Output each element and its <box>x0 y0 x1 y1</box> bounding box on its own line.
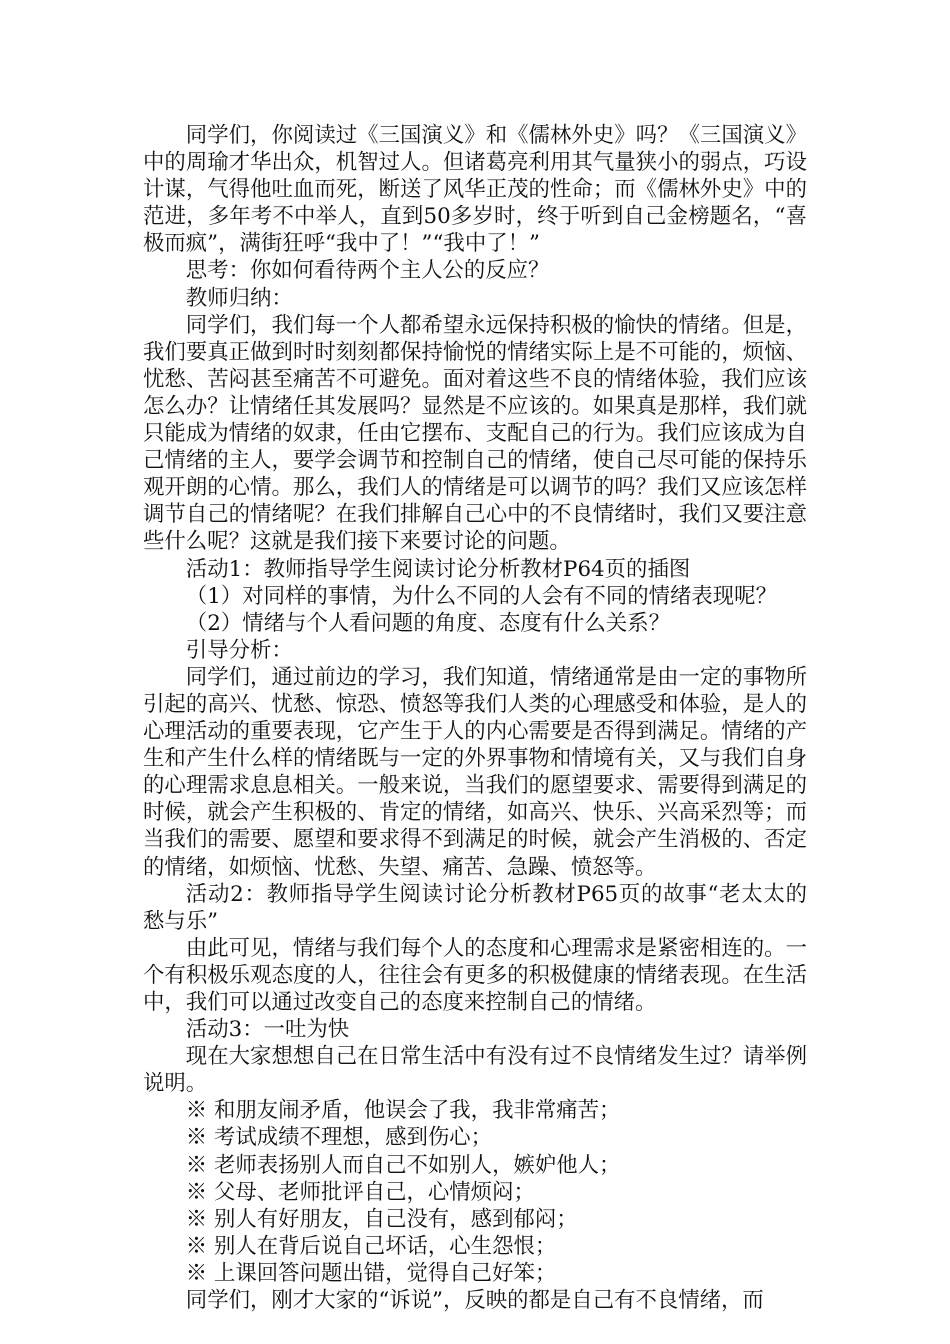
list-item: ※ 别人有好朋友，自己没有，感到郁闷； <box>185 1206 578 1232</box>
paragraph-prompt: 现在大家想想自己在日常生活中有没有过不良情绪发生过？请举例说明。 <box>143 1044 807 1097</box>
paragraph-think: 思考：你如何看待两个主人公的反应？ <box>185 258 550 284</box>
paragraph-teacher-summary-label: 教师归纳： <box>185 285 293 311</box>
list-item: ※ 父母、老师批评自己，心情烦闷； <box>185 1179 535 1205</box>
list-item: ※ 和朋友闹矛盾，他误会了我，我非常痛苦； <box>185 1098 621 1124</box>
paragraph-activity-2: 活动2：教师指导学生阅读讨论分析教材P65页的故事“老太太的愁与乐” <box>143 881 807 934</box>
paragraph-activity-3: 活动3：一吐为快 <box>185 1017 350 1043</box>
paragraph-intro: 同学们，你阅读过《三国演义》和《儒林外史》吗？《三国演义》中的周瑜才华出众，机智过人。但诸葛亮利用其气量狭小的弱点，巧设计谋，气得他吐血而死，断送了风华正茂的性命；而《儒林外史》中的范进，多年考不中举人，直到50多岁时，终于听到自己金榜题名，“喜极而疯”，满街狂呼“我中了！”“我中了！” <box>143 123 807 257</box>
list-item: ※ 考试成绩不理想，感到伤心； <box>185 1125 493 1151</box>
list-item: ※ 别人在背后说自己坏话，心生怨恨； <box>185 1233 557 1259</box>
paragraph-activity-1: 活动1：教师指导学生阅读讨论分析教材P64页的插图 <box>185 556 691 582</box>
paragraph-closing: 同学们，刚才大家的“诉说”，反映的都是自己有不良情绪，而 <box>185 1288 764 1314</box>
paragraph-question-2: （2）情绪与个人看问题的角度、态度有什么关系？ <box>185 610 671 636</box>
list-item: ※ 老师表扬别人而自己不如别人，嫉妒他人； <box>185 1152 621 1178</box>
paragraph-question-1: （1）对同样的事情，为什么不同的人会有不同的情绪表现呢？ <box>185 583 777 609</box>
paragraph-guide-label: 引导分析： <box>185 637 293 663</box>
paragraph-conclusion: 由此可见，情绪与我们每个人的态度和心理需求是紧密相连的。一个有积极乐观态度的人，往往会有更多的积极健康的情绪表现。在生活中，我们可以通过改变自己的态度来控制自己的情绪。 <box>143 935 807 1015</box>
document-page <box>143 122 807 1314</box>
list-item: ※ 上课回答问题出错，觉得自己好笨； <box>185 1260 557 1286</box>
paragraph-teacher-summary: 同学们，我们每一个人都希望永远保持积极的愉快的情绪。但是，我们要真正做到时时刻刻都保持愉悦的情绪实际上是不可能的，烦恼、忧愁、苦闷甚至痛苦不可避免。面对着这些不良的情绪体验，我们应该怎么办？让情绪任其发展吗？显然是不应该的。如果真是那样，我们就只能成为情绪的奴隶，任由它摆布、支配自己的行为。我们应该成为自己情绪的主人，要学会调节和控制自己的情绪，使自己尽可能的保持乐观开朗的心情。那么，我们人的情绪是可以调节的吗？我们又应该怎样调节自己的情绪呢？在我们排解自己心中的不良情绪时，我们又要注意些什么呢？这就是我们接下来要讨论的问题。 <box>143 312 807 555</box>
paragraph-guide-analysis: 同学们，通过前边的学习，我们知道，情绪通常是由一定的事物所引起的高兴、忧愁、惊恐、愤怒等我们人类的心理感受和体验，是人的心理活动的重要表现，它产生于人的内心需要是否得到满足。情绪的产生和产生什么样的情绪既与一定的外界事物和情境有关，又与我们自身的心理需求息息相关。一般来说，当我们的愿望要求、需要得到满足的时候，就会产生积极的、肯定的情绪，如高兴、快乐、兴高采烈等；而当我们的需要、愿望和要求得不到满足的时候，就会产生消极的、否定的情绪，如烦恼、忧愁、失望、痛苦、急躁、愤怒等。 <box>143 664 807 880</box>
